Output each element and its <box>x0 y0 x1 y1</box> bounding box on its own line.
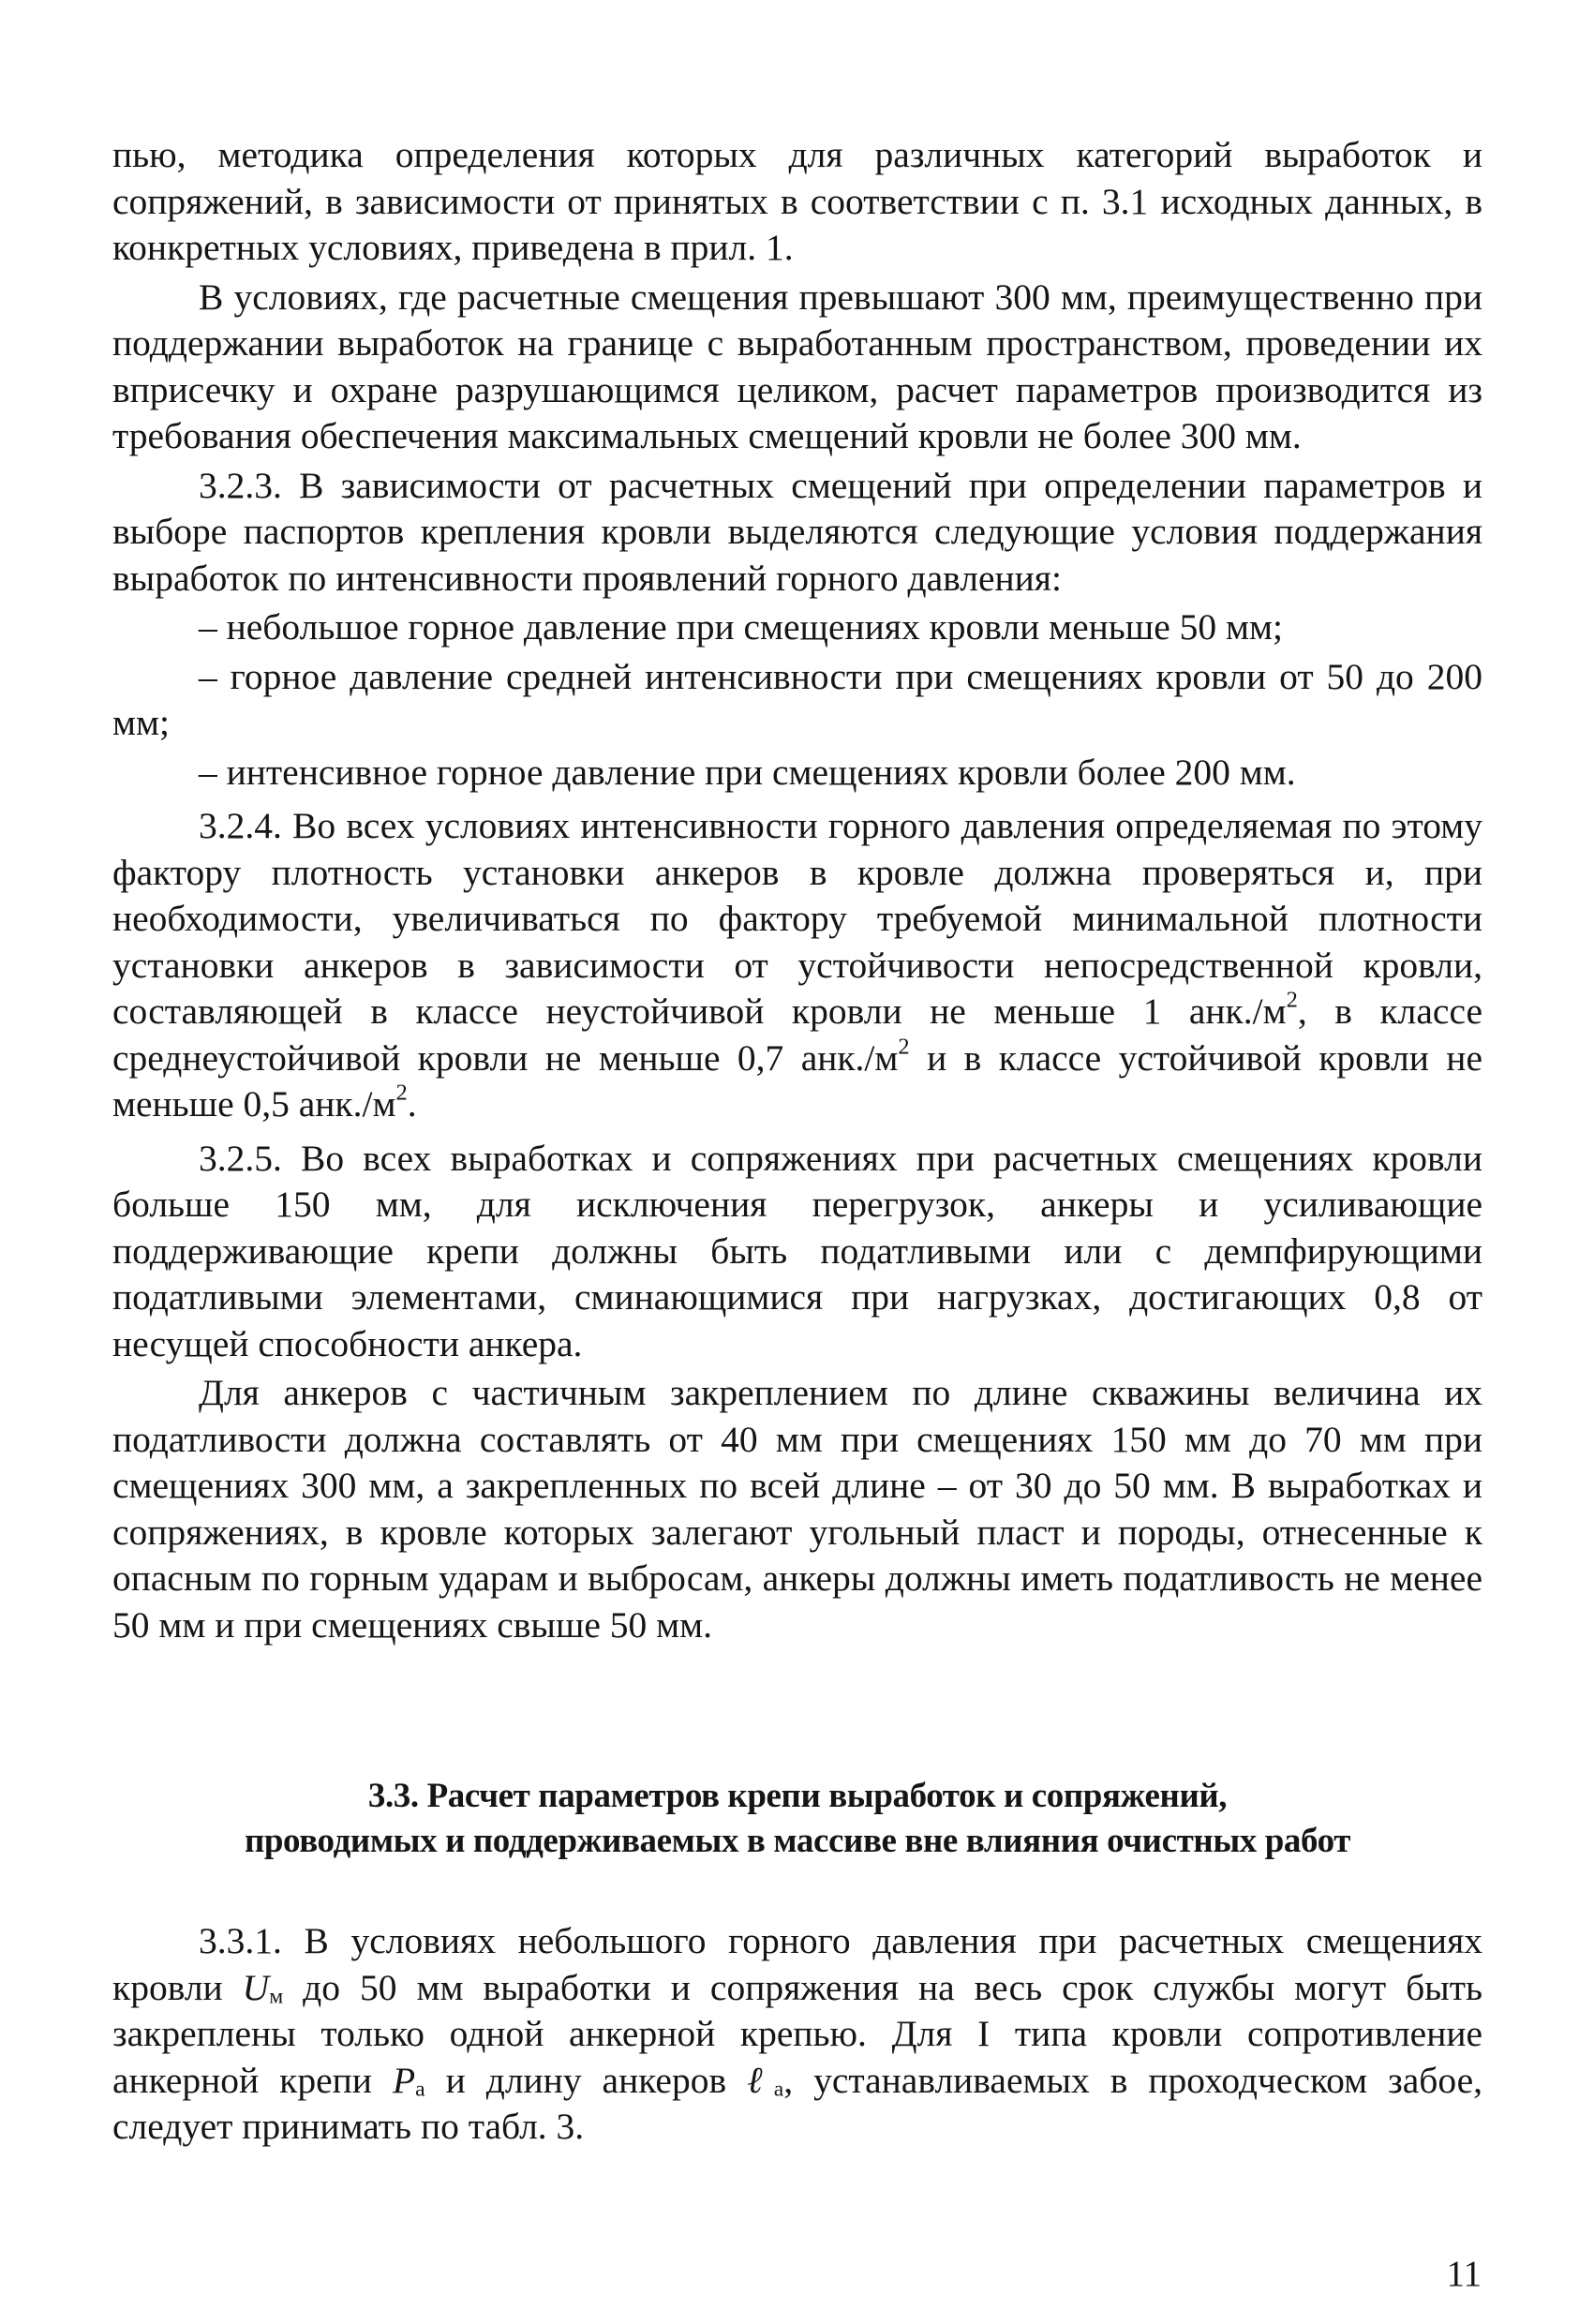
paragraph-3-3-1 <box>112 1918 1482 2151</box>
paragraph-3-2-4-part4: . <box>407 1083 417 1125</box>
paragraph-3-3-1-part1: 3.3.1. В условиях небольшого горного давления при расчетных смещениях кровли <box>112 1920 1482 2008</box>
page-number: 11 <box>1446 2254 1482 2294</box>
list-item-medium-pressure: – горное давление средней интенсивности при смещениях кровли от 50 до 200 мм; <box>112 655 1482 743</box>
list-item-small-pressure: – небольшое горное давление при смещениях кровли меньше 50 мм; <box>199 606 1283 648</box>
section-heading-3-3 <box>112 1774 1482 1864</box>
paragraph-3-2-4-part2: , в классе среднеустойчивой кровли не меньше 0,7 анк./м <box>112 991 1482 1079</box>
paragraph-3-2-5: 3.2.5. Во всех выработках и сопряжениях при расчетных смещениях кровли больше 150 мм, для исключения перегрузок, анкеры и усиливающие поддерживающие крепи должны быть податливыми или с демпфирующими податливыми элементами, сминающимися при нагрузках, достигающих 0,8 от несущей способности анкера. <box>112 1137 1482 1364</box>
paragraph-3-2-4-part3: и в классе устойчивой кровли не меньше 0,5 анк./м <box>112 1036 1482 1125</box>
paragraph-continuation: пью, методика определения которых для различных категорий выработок и сопряжений, в зависимости от принятых в соответствии с п. 3.1 исходных данных, в конкретных условиях, приведена в прил. 1. <box>112 134 1482 268</box>
paragraph-3-3-1-part3: и длину анкеров <box>425 2059 748 2101</box>
section-heading-line-1: 3.3. Расчет параметров крепи выработок и сопряжений, <box>367 1777 1228 1815</box>
superscript-square: 2 <box>1286 987 1298 1013</box>
subscript-a: a <box>415 2077 425 2102</box>
paragraph-3-3-1-part4: , устанавливаемых в проходческом забое, следует принимать по табл. 3. <box>112 2059 1482 2147</box>
symbol-l: ℓ <box>747 2059 774 2101</box>
superscript-square: 2 <box>395 1080 408 1106</box>
section-body-text <box>112 1918 1482 2151</box>
paragraph-3-3-1-part2: до 50 мм выработки и сопряжения на весь срок службы могут быть закреплены только одной анкерной крепью. Для I типа кровли сопротивление анкерной крепи <box>112 1966 1482 2101</box>
section-heading-line-2: проводимых и поддерживаемых в массиве вне влияния очистных работ <box>244 1822 1351 1860</box>
body-text <box>112 132 1482 1648</box>
symbol-U: U <box>242 1966 270 2008</box>
list-item-intense-pressure: – интенсивное горное давление при смещениях кровли более 200 мм. <box>199 751 1296 793</box>
subscript-m: м <box>269 1984 284 2009</box>
paragraph-3-2-4-part1: 3.2.4. Во всех условиях интенсивности горного давления определяемая по этому фактору плотность установки анкеров в кровле должна проверяться и, при необходимости, увеличиваться по фактору требуемой минимальной плотности установки анкеров в зависимости от устойчивости непосредственной кровли, составляющей в классе неустойчивой кровли не меньше 1 анк./м <box>112 805 1482 1032</box>
paragraph-3-2-4 <box>112 803 1482 1128</box>
paragraph-3-2-3: 3.2.3. В зависимости от расчетных смещений при определении параметров и выборе паспортов крепления кровли выделяются следующие условия поддержания выработок по интенсивности проявлений горного давления: <box>112 464 1482 599</box>
symbol-P: P <box>392 2059 416 2101</box>
paragraph-displacement-300: В условиях, где расчетные смещения превышают 300 мм, преимущественно при поддержании выработок на границе с выработанным пространством, проведении их вприсечку и охране разрушающимся целиком, расчет параметров производится из требования обеспечения максимальных смещений кровли не более 300 мм. <box>112 276 1482 456</box>
paragraph-anchor-compliance: Для анкеров с частичным закреплением по длине скважины величина их податливости должна составлять от 40 мм при смещениях 150 мм до 70 мм при смещениях 300 мм, а закрепленных по всей длине – от 30 до 50 мм. В выработках и сопряжениях, в кровле которых залегают угольный пласт и породы, отнесенные к опасным по горным ударам и выбросам, анкеры должны иметь податливость не менее 50 мм и при смещениях свыше 50 мм. <box>112 1372 1482 1646</box>
subscript-a: a <box>773 2077 784 2102</box>
superscript-square: 2 <box>898 1033 910 1059</box>
